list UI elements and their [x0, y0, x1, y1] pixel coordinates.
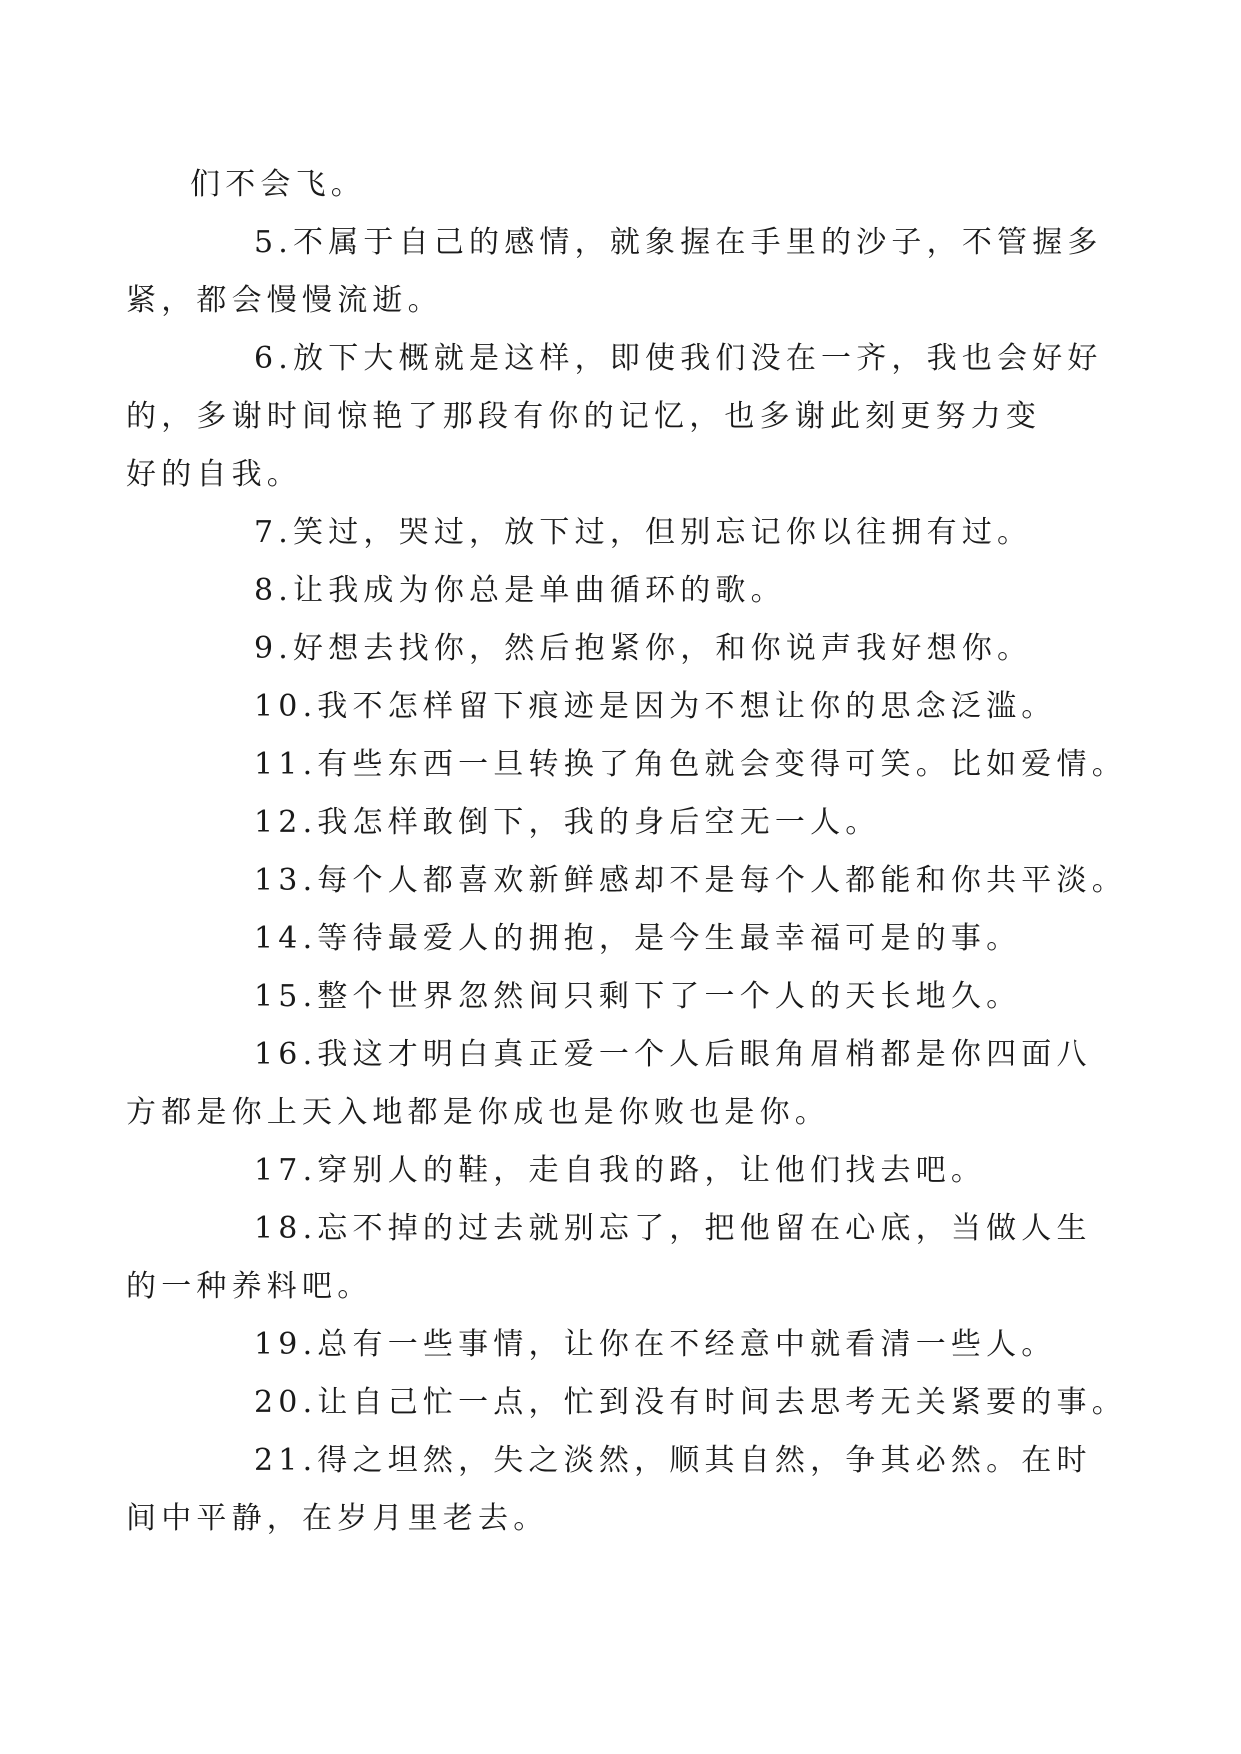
- text-line: 14.等待最爱人的拥抱，是今生最幸福可是的事。: [254, 921, 1022, 956]
- paragraph-item-20: [190, 1374, 1127, 1432]
- text-line: 12.我怎样敢倒下，我的身后空无一人。: [254, 805, 881, 840]
- paragraph-item-17: [190, 1142, 1052, 1200]
- paragraph-item-21: [126, 1432, 1092, 1548]
- text-line: 9.好想去找你，然后抱紧你，和你说声我好想你。: [254, 631, 1033, 666]
- paragraph-item-14: [190, 910, 1052, 968]
- text-line: 间中平静，在岁月里老去。: [126, 1501, 549, 1536]
- paragraph-item-7: [190, 504, 1052, 562]
- text-line: 6.放下大概就是这样，即使我们没在一齐，我也会好好: [254, 341, 1103, 376]
- text-line: 18.忘不掉的过去就别忘了，把他留在心底，当做人生: [254, 1211, 1092, 1246]
- document-body: [126, 156, 1127, 1548]
- text-line: 10.我不怎样留下痕迹是因为不想让你的思念泛滥。: [254, 689, 1057, 724]
- text-line: 8.让我成为你总是单曲循环的歌。: [254, 573, 786, 608]
- text-line: 好的自我。: [126, 457, 302, 492]
- paragraph-item-18: [126, 1200, 1092, 1316]
- paragraph-item-8: [190, 562, 1052, 620]
- text-line: 20.让自己忙一点，忙到没有时间去思考无关紧要的事。: [254, 1385, 1127, 1420]
- paragraph-item-19: [190, 1316, 1057, 1374]
- text-line: 5.不属于自己的感情，就象握在手里的沙子，不管握多: [254, 225, 1103, 260]
- text-line: 15.整个世界忽然间只剩下了一个人的天长地久。: [254, 979, 1022, 1014]
- text-line: 21.得之坦然，失之淡然，顺其自然，争其必然。在时: [254, 1443, 1092, 1478]
- text-line: 紧，都会慢慢流逝。: [126, 283, 443, 318]
- text-line: 们不会飞。: [190, 167, 366, 202]
- text-line: 7.笑过，哭过，放下过，但别忘记你以往拥有过。: [254, 515, 1033, 550]
- paragraph-item-13: [190, 852, 1127, 910]
- text-line: 17.穿别人的鞋，走自我的路，让他们找去吧。: [254, 1153, 987, 1188]
- text-line: 的一种养料吧。: [126, 1269, 373, 1304]
- text-line: 方都是你上天入地都是你成也是你败也是你。: [126, 1095, 830, 1130]
- text-line: 的，多谢时间惊艳了那段有你的记忆，也多谢此刻更努力变: [126, 399, 1042, 434]
- paragraph-item-11: [190, 736, 1127, 794]
- paragraph-item-6: [126, 330, 1103, 504]
- paragraph-continuation: [190, 156, 1052, 214]
- paragraph-item-9: [190, 620, 1052, 678]
- paragraph-item-15: [190, 968, 1052, 1026]
- text-line: 16.我这才明白真正爱一个人后眼角眉梢都是你四面八: [254, 1037, 1092, 1072]
- text-line: 11.有些东西一旦转换了角色就会变得可笑。比如爱情。: [254, 747, 1127, 782]
- text-line: 19.总有一些事情，让你在不经意中就看清一些人。: [254, 1327, 1057, 1362]
- paragraph-item-16: [126, 1026, 1092, 1142]
- text-line: 13.每个人都喜欢新鲜感却不是每个人都能和你共平淡。: [254, 863, 1127, 898]
- paragraph-item-5: [126, 214, 1103, 330]
- paragraph-item-12: [190, 794, 1052, 852]
- paragraph-item-10: [190, 678, 1057, 736]
